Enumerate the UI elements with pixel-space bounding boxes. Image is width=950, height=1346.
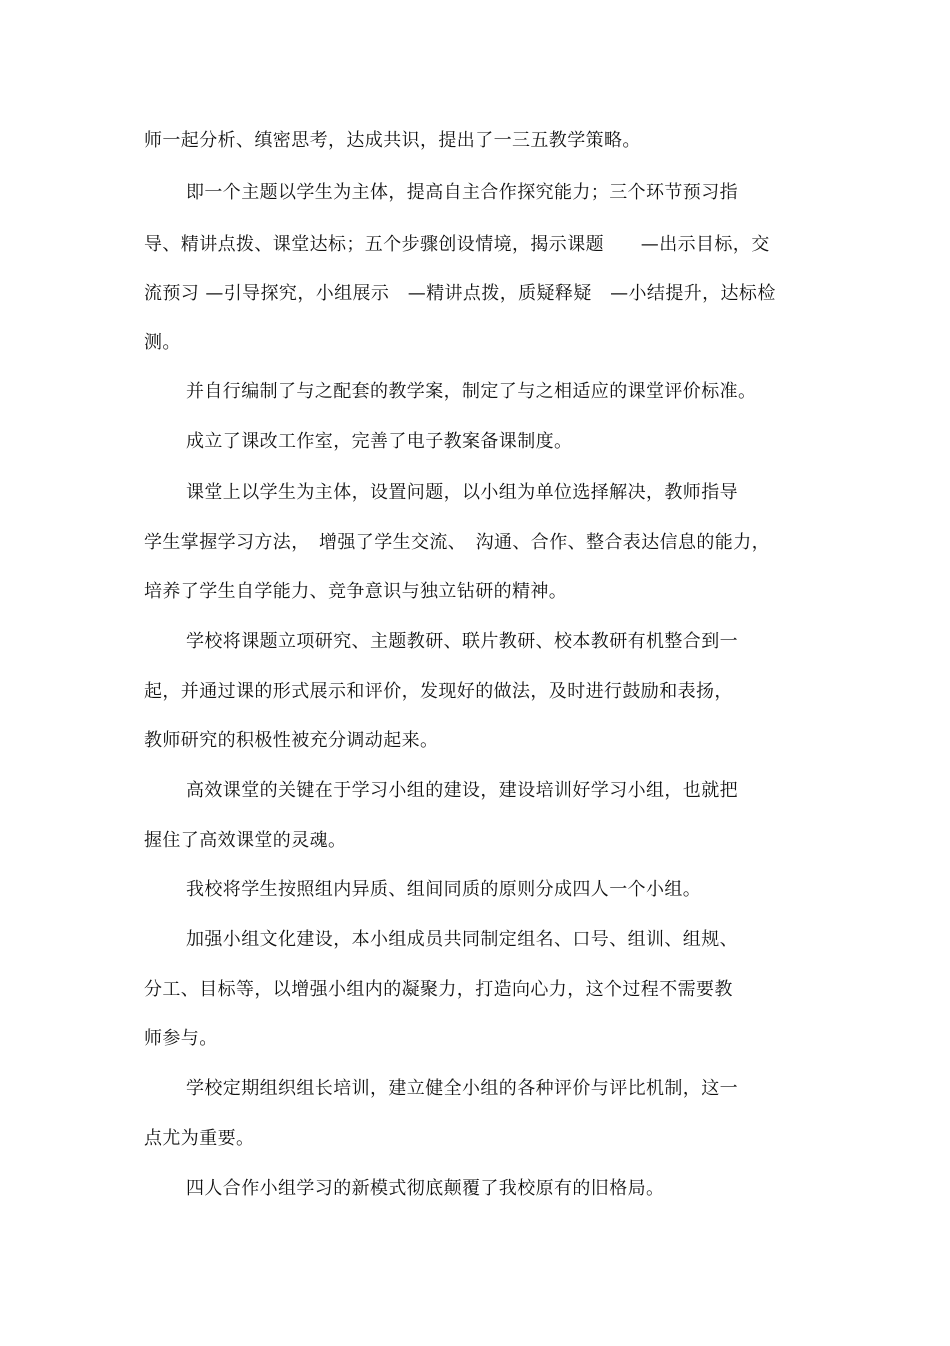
text-line: 学生掌握学习方法， 增强了学生交流、 沟通、合作、整合表达信息的能力， [144,532,770,553]
text-line: 握住了高效课堂的灵魂。 [144,830,347,851]
paragraph-first-line: 学校定期组织组长培训，建立健全小组的各种评价与评比机制，这一 [186,1078,738,1099]
text-line: 教师研究的积极性被充分调动起来。 [144,730,439,751]
paragraph-first-line: 加强小组文化建设，本小组成员共同制定组名、口号、组训、组规、 [186,929,738,950]
paragraph-first-line: 并自行编制了与之配套的教学案，制定了与之相适应的课堂评价标准。 [186,381,757,402]
text-line: 起，并通过课的形式展示和评价，发现好的做法，及时进行鼓励和表扬， [144,681,733,702]
text-line: 分工、目标等，以增强小组内的凝聚力，打造向心力，这个过程不需要教 [144,979,733,1000]
paragraph-first-line: 成立了课改工作室，完善了电子教案备课制度。 [186,431,573,452]
text-line: 师一起分析、缜密思考，达成共识，提出了一三五教学策略。 [144,130,641,151]
paragraph-first-line: 学校将课题立项研究、主题教研、联片教研、校本教研有机整合到一 [186,631,738,652]
paragraph-first-line: 即一个主题以学生为主体，提高自主合作探究能力；三个环节预习指 [186,182,738,203]
paragraph-first-line: 四人合作小组学习的新模式彻底颠覆了我校原有的旧格局。 [186,1178,665,1199]
paragraph-first-line: 我校将学生按照组内异质、组间同质的原则分成四人一个小组。 [186,879,702,900]
text-line: 培养了学生自学能力、竞争意识与独立钻研的精神。 [144,581,568,602]
text-line: 点尤为重要。 [144,1128,255,1149]
text-line: 流预习 —引导探究，小组展示 —精讲点拨，质疑释疑 —小结提升，达标检 [144,283,776,304]
text-line: 师参与。 [144,1028,218,1049]
text-line: 导、精讲点拨、课堂达标；五个步骤创设情境，揭示课题 —出示目标，交 [144,234,770,255]
paragraph-first-line: 课堂上以学生为主体，设置问题，以小组为单位选择解决，教师指导 [186,482,738,503]
text-line: 测。 [144,332,181,353]
paragraph-first-line: 高效课堂的关键在于学习小组的建设，建设培训好学习小组，也就把 [186,780,738,801]
